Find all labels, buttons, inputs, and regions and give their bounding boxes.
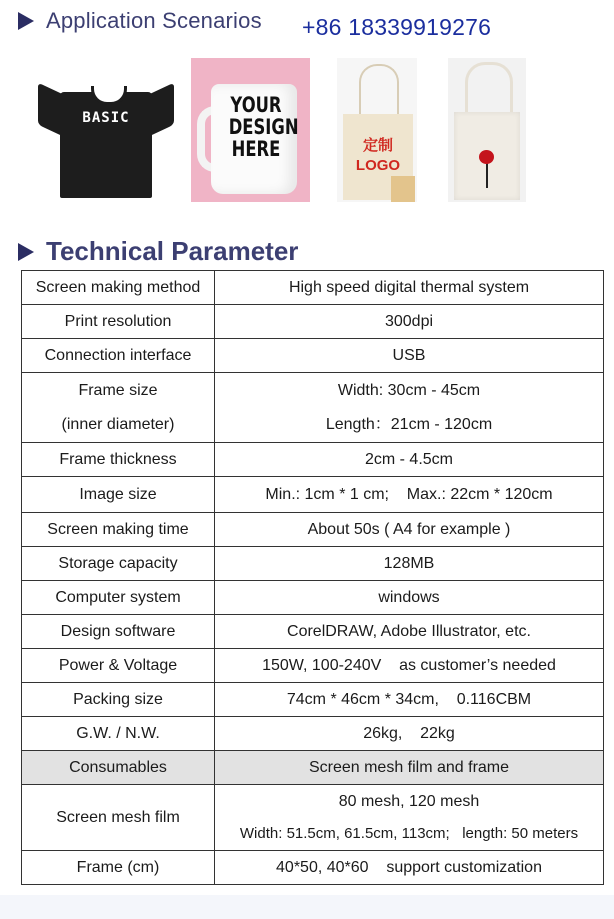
table-row [22,683,604,717]
triangle-bullet-icon [18,243,34,261]
triangle-bullet-icon [18,12,34,30]
table-row [22,717,604,751]
param-label: Frame thickness [22,443,215,477]
table-row [22,339,604,373]
param-label: Screen mesh film [22,785,215,851]
param-value: CorelDRAW, Adobe Illustrator, etc. [215,615,604,649]
tote-bag-image [448,58,526,202]
rose-icon [479,150,494,164]
param-value: Width: 30cm - 45cm Length：21cm - 120cm [215,373,604,443]
mug-print-text: YOUR DESIGN HERE [228,93,299,161]
scenarios-title: Application Scenarios [46,8,262,33]
param-value: 26kg, 22kg [215,717,604,751]
tshirt-print-text: BASIC [82,110,130,126]
tshirt-image [36,58,176,202]
bag-print-text: 定制 LOGO [355,137,401,174]
param-label: Frame (cm) [22,851,215,885]
param-label: G.W. / N.W. [22,717,215,751]
param-value: USB [215,339,604,373]
param-value: windows [215,581,604,615]
param-label: Image size [22,477,215,513]
param-label: Design software [22,615,215,649]
table-row [22,513,604,547]
mug-image [191,58,310,202]
param-label: Screen making time [22,513,215,547]
param-label: Print resolution [22,305,215,339]
table-row [22,785,604,851]
table-row [22,373,604,443]
param-value: Screen mesh film and frame [215,751,604,785]
param-label: Consumables [22,751,215,785]
table-row [22,851,604,885]
param-value: 2cm - 4.5cm [215,443,604,477]
table-row [22,547,604,581]
table-row [22,271,604,305]
table-row [22,615,604,649]
param-value: High speed digital thermal system [215,271,604,305]
param-value: Min.: 1cm * 1 cm; Max.: 22cm * 120cm [215,477,604,513]
param-value: 80 mesh, 120 mesh Width: 51.5cm, 61.5cm, 113cm; length: 50 meters [215,785,604,851]
param-value: 40*50, 40*60 support customization [215,851,604,885]
table-row [22,305,604,339]
param-value: 128MB [215,547,604,581]
param-value: 150W, 100-240V as customer’s needed [215,649,604,683]
param-label: Power & Voltage [22,649,215,683]
phone-number: +86 18339919276 [302,14,492,40]
technical-heading [18,236,298,267]
bottom-band [0,895,614,919]
scenarios-heading [18,8,262,34]
technical-title: Technical Parameter [46,236,299,266]
param-value: About 50s ( A4 for example ) [215,513,604,547]
param-label: Computer system [22,581,215,615]
table-row [22,649,604,683]
table-row-highlighted [22,751,604,785]
kraft-bag-image [337,58,417,202]
param-label: Frame size (inner diameter) [22,373,215,443]
param-label: Connection interface [22,339,215,373]
table-row [22,443,604,477]
param-label: Screen making method [22,271,215,305]
param-label: Packing size [22,683,215,717]
param-label: Storage capacity [22,547,215,581]
param-value: 74cm * 46cm * 34cm, 0.116CBM [215,683,604,717]
technical-parameter-table [21,270,604,885]
table-row [22,581,604,615]
param-value: 300dpi [215,305,604,339]
table-row [22,477,604,513]
